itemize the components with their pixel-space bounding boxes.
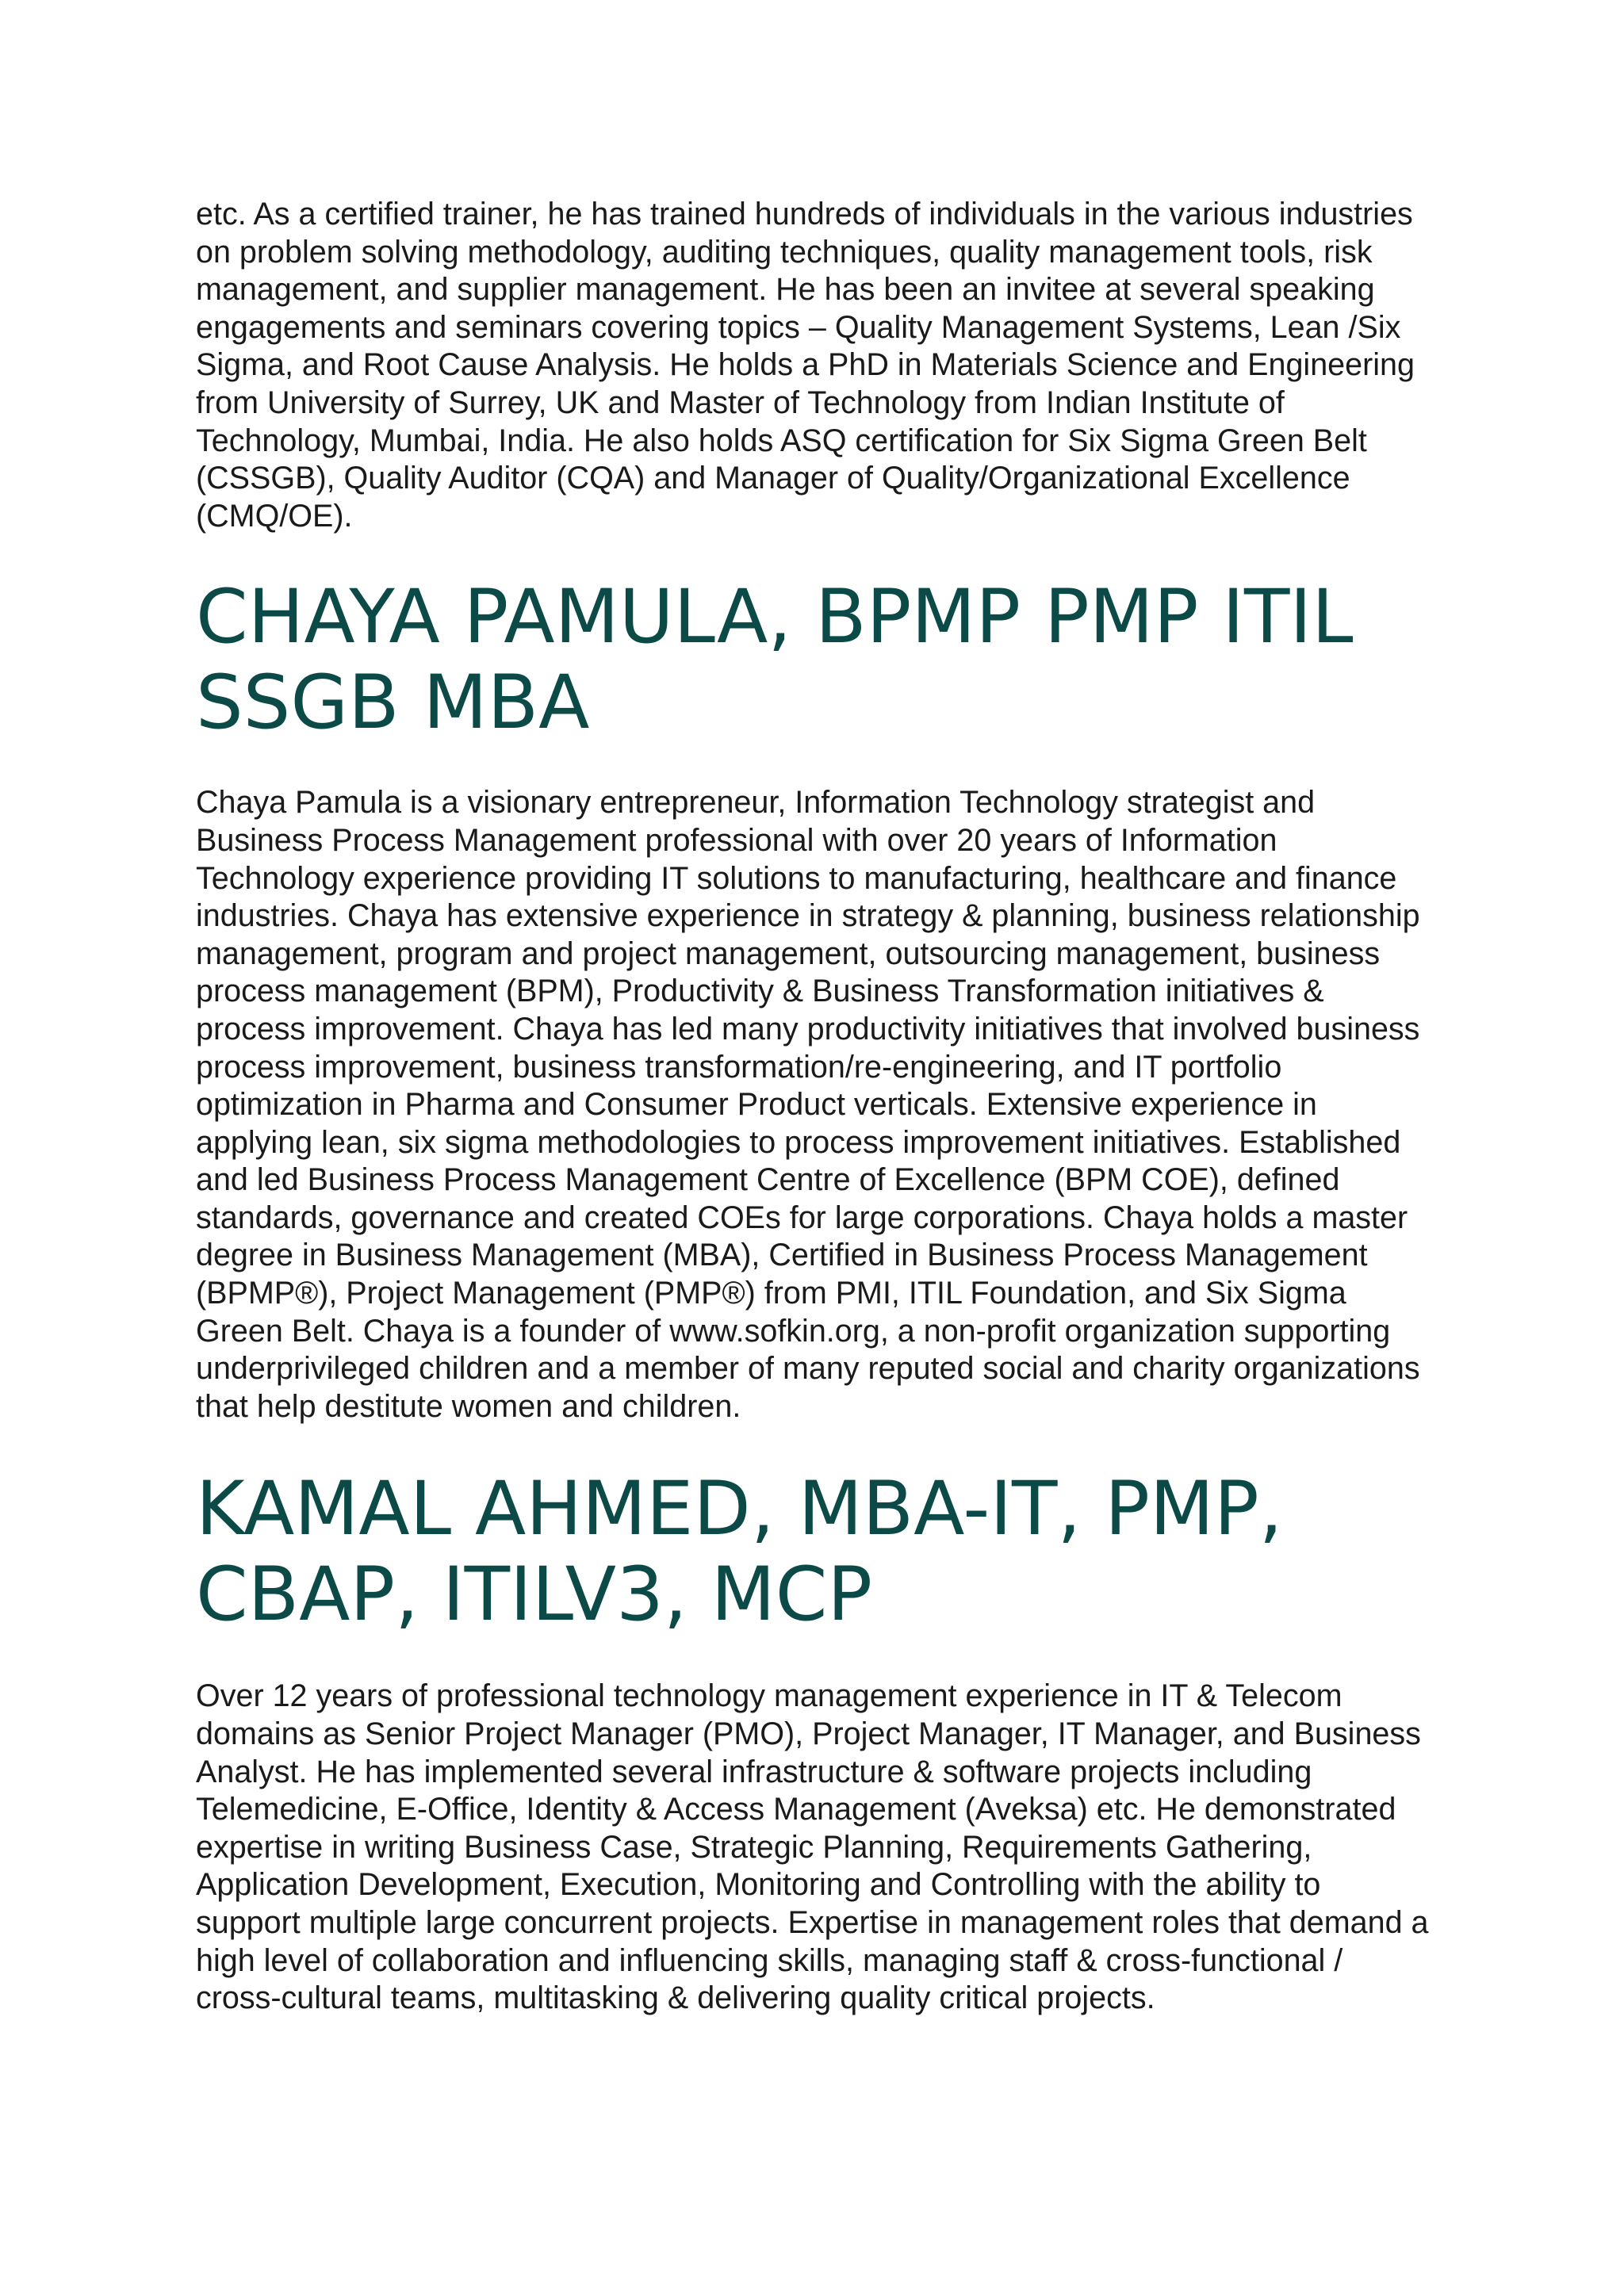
bio-paragraph-kamal-ahmed: Over 12 years of professional technology management experience in IT & Telecom domains as Senior Project Manager (PMO), Project Manager, IT Manager, and Business Analyst. He has implemented several infrastructure & software projects including Telemedicine, E-Office, Identity & Access Management (Aveksa) etc. He demonstrated expertise in writing Business Case, Strategic Planning, Requirements Gathering, Application Development, Execution, Monitoring and Controlling with the ability to support multiple large concurrent projects. Expertise in management roles that demand a high level of collaboration and influencing skills, managing staff & cross-functional / cross-cultural teams, multitasking & delivering quality critical projects.	[196, 1678, 1429, 2016]
document-page	[196, 196, 1433, 2018]
section-heading-chaya-pamula: CHAYA PAMULA, BPMP PMP ITIL SSGB MBA	[196, 574, 1354, 747]
section-heading-kamal-ahmed: KAMAL AHMED, MBA-IT, PMP, CBAP, ITILV3, MCP	[196, 1466, 1283, 1639]
intro-paragraph: etc. As a certified trainer, he has trained hundreds of individuals in the various industries on problem solving methodology, auditing techniques, quality management tools, risk management, and supplier management. He has been an invitee at several speaking engagements and seminars covering topics – Quality Management Systems, Lean /Six Sigma, and Root Cause Analysis. He holds a PhD in Materials Science and Engineering from University of Surrey, UK and Master of Technology from Indian Institute of Technology, Mumbai, India. He also holds ASQ certification for Six Sigma Green Belt (CSSGB), Quality Auditor (CQA) and Manager of Quality/Organizational Excellence (CMQ/OE).	[196, 197, 1415, 534]
bio-paragraph-chaya-pamula: Chaya Pamula is a visionary entrepreneur, Information Technology strategist and Business Process Management professional with over 20 years of Information Technology experience providing IT solutions to manufacturing, healthcare and finance industries. Chaya has extensive experience in strategy & planning, business relationship management, program and project management, outsourcing management, business process management (BPM), Productivity & Business Transformation initiatives & process improvement. Chaya has led many productivity initiatives that involved business process improvement, business transformation/re-engineering, and IT portfolio optimization in Pharma and Consumer Product verticals. Extensive experience in applying lean, six sigma methodologies to process improvement initiatives. Established and led Business Process Management Centre of Excellence (BPM COE), defined standards, governance and created COEs for large corporations. Chaya holds a master degree in Business Management (MBA), Certified in Business Process Management (BPMP®), Project Management (PMP®) from PMI, ITIL Foundation, and Six Sigma Green Belt. Chaya is a founder of www.sofkin.org, a non-profit organization supporting underprivileged children and a member of many reputed social and charity organizations that help destitute women and children.	[196, 785, 1420, 1424]
